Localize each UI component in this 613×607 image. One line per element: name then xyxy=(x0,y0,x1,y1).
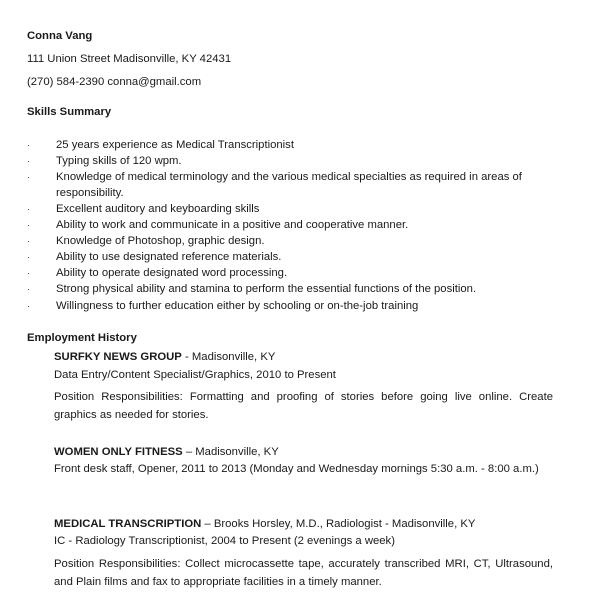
contact-info: (270) 584-2390 conna@gmail.com xyxy=(27,76,202,88)
company-name: SURFKY NEWS GROUP xyxy=(54,351,182,363)
job-title: Front desk staff, Opener, 2011 to 2013 (Monday and Wednesday mornings 5:30 a.m. - 8:00 a.m.) xyxy=(54,463,539,475)
candidate-name: Conna Vang xyxy=(27,30,93,42)
bullet-icon: · xyxy=(27,204,30,214)
skills-heading: Skills Summary xyxy=(27,106,112,118)
bullet-icon: · xyxy=(27,172,30,182)
job-company-line: SURFKY NEWS GROUP - Madisonville, KY xyxy=(54,351,276,363)
job-title: Data Entry/Content Specialist/Graphics, 2010 to Present xyxy=(54,369,336,381)
bullet-icon: · xyxy=(27,220,30,230)
company-name: WOMEN ONLY FITNESS xyxy=(54,446,183,458)
bullet-icon: · xyxy=(27,140,30,150)
bullet-icon: · xyxy=(27,252,30,262)
employment-heading: Employment History xyxy=(27,332,137,344)
job-title: IC - Radiology Transcriptionist, 2004 to Present (2 evenings a week) xyxy=(54,535,395,547)
bullet-icon: · xyxy=(27,236,30,246)
job-responsibilities: Position Responsibilities: Formatting and proofing of stories before going live online. Create graphics as needed for stories. xyxy=(54,391,553,421)
company-name: MEDICAL TRANSCRIPTION xyxy=(54,518,202,530)
job-company-line: WOMEN ONLY FITNESS – Madisonville, KY xyxy=(54,446,279,458)
job-responsibilities: Position Responsibilities: Collect microcassette tape, accurately transcribed MRI, CT, Ultrasound, and Plain films and fax to appropriate facilities in a timely manner. xyxy=(54,558,553,588)
job-company-line: MEDICAL TRANSCRIPTION – Brooks Horsley, M.D., Radiologist - Madisonville, KY xyxy=(54,518,476,530)
bullet-icon: · xyxy=(27,156,30,166)
bullet-icon: · xyxy=(27,301,30,311)
bullet-icon: · xyxy=(27,284,30,294)
bullet-icon: · xyxy=(27,268,30,278)
address: 111 Union Street Madisonville, KY 42431 xyxy=(27,53,232,65)
